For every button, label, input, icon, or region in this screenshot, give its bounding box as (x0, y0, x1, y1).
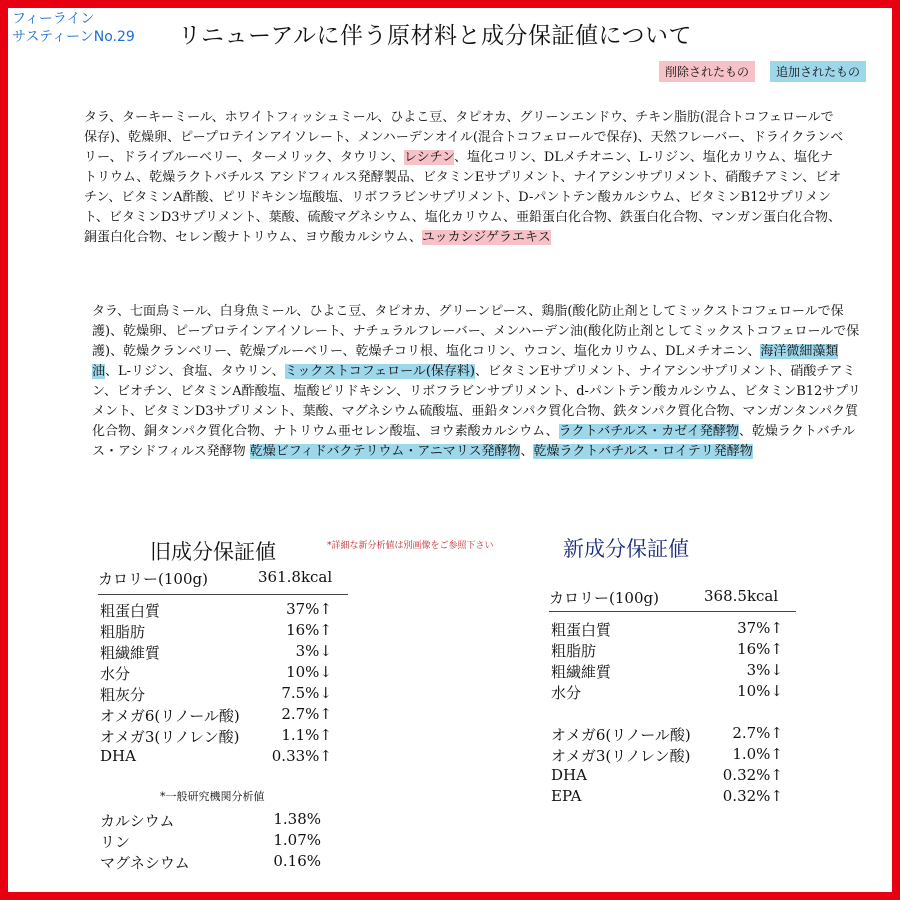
detail-note: *詳細な新分析値は別画像をご参照下さい (327, 541, 494, 551)
old-calorie-row (98, 568, 348, 595)
analysis-name: DHA (551, 766, 587, 784)
deleted-ingredient: ユッカシジゲラエキス (421, 230, 551, 245)
analysis-value: 1.38% (273, 810, 321, 828)
analysis-name: 粗蛋白質 (100, 602, 161, 620)
new-ingredients (92, 302, 862, 462)
analysis-value: 10%↓ (286, 663, 332, 681)
analysis-row (100, 600, 340, 621)
analysis-name: EPA (551, 787, 582, 805)
legend-added: 追加されたもの (770, 61, 866, 82)
analysis-row (100, 684, 340, 705)
analysis-name: 粗繊維質 (551, 663, 612, 681)
analysis-name: カルシウム (100, 812, 175, 830)
ingredient-text: タラ、ターキーミール、ホワイトフィッシュミール、ひよこ豆、タピオカ、グリーンエンドウ、チキン脂肪(混合トコフェロールで保存)、乾燥卵、ピープロテインアイソレート、メンハーデンオイル(混合トコフェロールで保存)、天然フレーバー、ドライクランベリー、ドライブルーベリー、ターメリック、タウリン、 (84, 110, 844, 165)
ingredient-text: タラ、七面鳥ミール、白身魚ミール、ひよこ豆、タピオカ、グリーンピース、鶏脂(酸化防止剤としてミックストコフェロールで保護)、乾燥卵、ピープロテインアイソレート、ナチュラルフレーバー、メンハーデン油(酸化防止剤としてミックストコフェロールで保護)、乾燥クランベリー、乾燥ブルーベリー、乾燥チコリ根、塩化コリン、ウコン、塩化カリウム、DLメチオニン、 (92, 304, 860, 359)
analysis-value: 1.07% (273, 831, 321, 849)
analysis-name: オメガ3(リノレン酸) (100, 728, 240, 746)
analysis-value: 16%↑ (286, 621, 332, 639)
analysis-name: オメガ6(リノール酸) (551, 726, 691, 744)
analysis-value: 1.0%↑ (732, 745, 783, 763)
analysis-name: 粗脂肪 (551, 642, 597, 660)
analysis-row (551, 787, 791, 808)
analysis-row (100, 705, 340, 726)
analysis-row (100, 747, 340, 768)
analysis-value: 37%↑ (286, 600, 332, 618)
analysis-name: リン (100, 833, 131, 851)
added-ingredient: 乾燥ラクトバチルス・ロイテリ発酵物 (533, 444, 753, 459)
new-calorie-value: 368.5kcal (704, 587, 779, 605)
analysis-value: 0.16% (273, 852, 321, 870)
added-ingredient: 乾燥ビフィドバクテリウム・アニマリス発酵物 (249, 444, 521, 459)
brand-line-1: フィーライン (12, 11, 95, 27)
legend-deleted: 削除されたもの (659, 61, 755, 82)
ingredient-text: 、ビタミンEサプリメント、ナイアシンサプリメント、硝酸チアミン、ビオチン、ビタミンA酢酸塩、塩酸ピリドキシン、リボフラビンサプリメント、d-パントテン酸カルシウム、ビタミンB12サプリメント、ビタミンD3サプリメント、葉酸、マグネシウム硫酸塩、亜鉛タンパク質化合物、鉄タンパク質化合物、マンガンタンパク質化合物、銅タンパク質化合物、ナトリウム亜セレン酸塩、ヨウ素酸カルシウム、 (92, 364, 861, 439)
deleted-ingredient: レシチン (403, 150, 454, 165)
analysis-value: 10%↓ (737, 682, 783, 700)
old-ingredients (84, 108, 846, 248)
analysis-row (100, 831, 325, 852)
analysis-name: オメガ3(リノレン酸) (551, 747, 691, 765)
page-title: リニューアルに伴う原材料と成分保証値について (178, 23, 693, 49)
analysis-name: DHA (100, 747, 136, 765)
analysis-name: 粗灰分 (100, 686, 146, 704)
analysis-value: 2.7%↑ (732, 724, 783, 742)
analysis-value: 0.32%↑ (722, 766, 783, 784)
analysis-row (551, 745, 791, 766)
mineral-table (100, 810, 325, 873)
analysis-value: 0.32%↑ (722, 787, 783, 805)
new-analysis-title: 新成分保証値 (563, 537, 689, 561)
analysis-name: 水分 (551, 684, 582, 702)
analysis-value: 37%↑ (737, 619, 783, 637)
ingredient-text: 、塩化コリン、DLメチオニン、L-リジン、塩化カリウム、塩化ナトリウム、乾燥ラクトバチルス アシドフィルス発酵製品、ビタミンEサプリメント、ナイアシンサプリメント、硝酸チアミン、ビオチン、ビタミンA酢酸、ピリドキシン塩酸塩、リボフラビンサプリメント、D-パントテン酸カルシウム、ビタミンB12サプリメント、ビタミンD3サプリメント、葉酸、硫酸マグネシウム、塩化カリウム、亜鉛蛋白化合物、鉄蛋白化合物、マンガン蛋白化合物、銅蛋白化合物、セレン酸ナトリウム、ヨウ酸カルシウム、 (84, 150, 842, 245)
analysis-row (100, 810, 325, 831)
analysis-row (551, 661, 791, 682)
analysis-row (551, 766, 791, 787)
analysis-row (100, 642, 340, 663)
new-calorie-row (549, 587, 796, 612)
added-ingredient: ラクトバチルス・カゼイ発酵物 (558, 424, 739, 439)
analysis-row (100, 621, 340, 642)
old-analysis-title: 旧成分保証値 (150, 540, 276, 564)
ingredient-text: 、L-リジン、食塩、タウリン、 (105, 364, 285, 379)
new-analysis-table-fatty-acids (551, 724, 791, 808)
analysis-row (100, 852, 325, 873)
analysis-value: 2.7%↑ (281, 705, 332, 723)
analysis-name: 粗蛋白質 (551, 621, 612, 639)
brand-line-2: サスティーンNo.29 (12, 29, 135, 45)
analysis-row (551, 724, 791, 745)
analysis-name: オメガ6(リノール酸) (100, 707, 240, 725)
analysis-row (551, 640, 791, 661)
new-analysis-table (551, 619, 791, 703)
ingredient-text: 、乾燥ラクトバチルス・アシドフィルス発酵物 (92, 424, 855, 459)
analysis-row (551, 619, 791, 640)
ingredient-text: 、 (520, 444, 534, 459)
old-calorie-label: カロリー(100g) (98, 570, 208, 588)
analysis-name: 粗脂肪 (100, 623, 146, 641)
analysis-value: 16%↑ (737, 640, 783, 658)
analysis-name: 粗繊維質 (100, 644, 161, 662)
brand-label (12, 10, 135, 46)
analysis-row (551, 682, 791, 703)
added-ingredient: ミックストコフェロール(保存料) (284, 364, 475, 379)
analysis-value: 3%↓ (746, 661, 783, 679)
added-ingredient: 海洋微細藻類油 (92, 344, 839, 379)
analysis-value: 0.33%↑ (271, 747, 332, 765)
analysis-value: 1.1%↑ (281, 726, 332, 744)
lab-note: *一般研究機関分析値 (160, 790, 265, 803)
new-calorie-label: カロリー(100g) (549, 589, 659, 607)
analysis-name: 水分 (100, 665, 131, 683)
analysis-value: 3%↓ (295, 642, 332, 660)
analysis-row (100, 663, 340, 684)
old-calorie-value: 361.8kcal (258, 568, 333, 586)
analysis-name: マグネシウム (100, 854, 190, 872)
analysis-value: 7.5%↓ (281, 684, 332, 702)
old-analysis-table (100, 600, 340, 768)
analysis-row (100, 726, 340, 747)
